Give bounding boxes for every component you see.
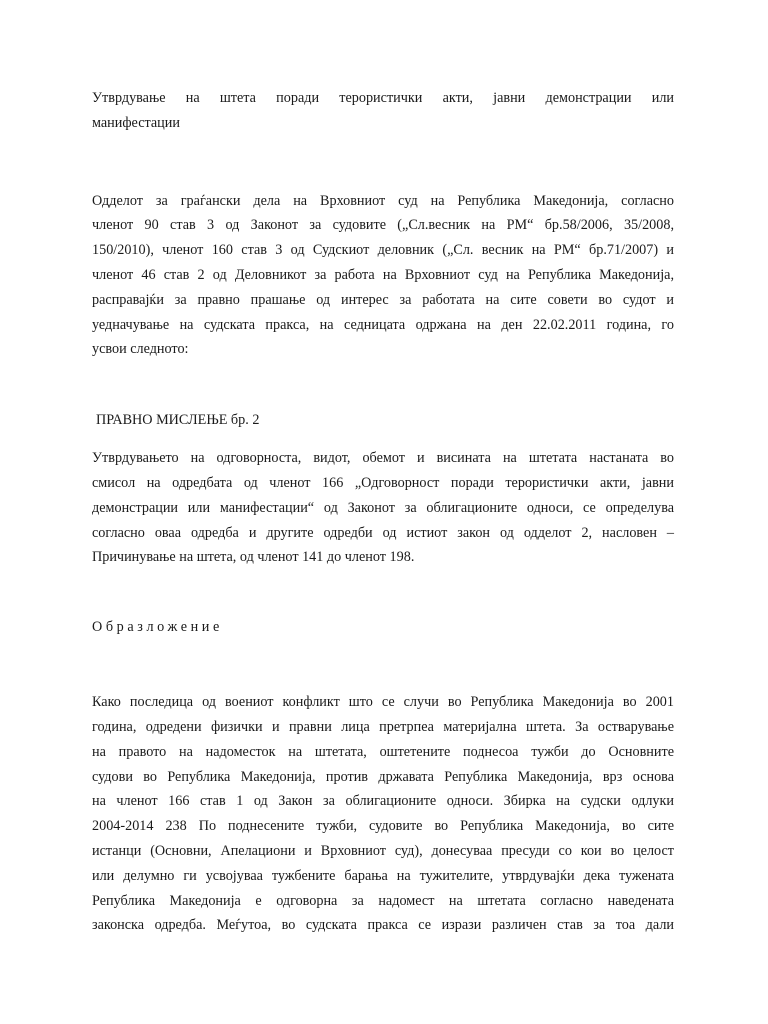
reasoning-line: законска одредба. Меѓутоа, во судската пракса се изрази различен став за тоа дали — [92, 917, 674, 934]
document-page — [92, 86, 674, 938]
opinion-line: смисол на одредбата од членот 166 „Одговорност поради терористички акти, јавни — [92, 474, 674, 491]
opinion-paragraph — [92, 446, 674, 570]
reasoning-line: 2004-2014 238 По поднесените тужби, судовите во Република Македонија, во сите — [92, 818, 674, 835]
document-title — [92, 86, 674, 136]
reasoning-line: Република Македонија е одговорна за надомест на штетата согласно наведената — [92, 892, 674, 909]
intro-line: 150/2010), членот 160 став 3 од Судскиот деловник („Сл. весник на РМ“ бр.71/2007) и — [92, 242, 674, 259]
intro-line: членот 46 став 2 од Деловникот за работа на Врховниот суд на Република Македонија, — [92, 266, 674, 283]
title-line: Утврдување на штета поради терористички акти, јавни демонстрации или — [92, 90, 674, 106]
reasoning-line: или делумно ги усвојуваа тужбените барања на тужителите, утврдувајќи дека тужената — [92, 867, 674, 884]
reasoning-paragraph — [92, 690, 674, 938]
intro-paragraph — [92, 189, 674, 363]
reasoning-line: судови во Република Македонија, против државата Република Македонија, врз основа — [92, 768, 674, 785]
title-line: манифестации — [92, 114, 180, 131]
opinion-heading: ПРАВНО МИСЛЕЊЕ бр. 2 — [96, 412, 260, 429]
intro-line: усвои следното: — [92, 341, 189, 358]
intro-line: уедначување на судската пракса, на седницата одржана на ден 22.02.2011 година, го — [92, 316, 674, 333]
reasoning-line: истанци (Основни, Апелациони и Врховниот суд), донесуваа пресуди со кои во целост — [92, 842, 674, 859]
opinion-line: Причинување на штета, од членот 141 до членот 198. — [92, 549, 415, 566]
intro-line: расправајќи за правно прашање од интерес за работата на сите совети во судот и — [92, 291, 674, 308]
intro-line: членот 90 став 3 од Законот за судовите („Сл.весник на РМ“ бр.58/2006, 35/2008, — [92, 217, 674, 234]
intro-line: Одделот за граѓански дела на Врховниот суд на Република Македонија, согласно — [92, 192, 674, 209]
reasoning-line: на правото на надоместок на штетата, оштетените поднесоа тужби до Основните — [92, 743, 674, 760]
reasoning-line: Како последица од воениот конфликт што се случи во Република Македонија во 2001 — [92, 694, 674, 711]
reasoning-line: на членот 166 став 1 од Закон за облигационите односи. Збирка на судски одлуки — [92, 793, 674, 810]
reasoning-line: година, одредени физички и правни лица претрпеа материјална штета. За остварување — [92, 718, 674, 735]
opinion-line: демонстрации или манифестации“ од Законот за облигационите односи, се определува — [92, 499, 674, 516]
reasoning-heading: Образложение — [92, 619, 223, 636]
opinion-line: согласно оваа одредба и другите одредби од истиот закон од одделот 2, насловен – — [92, 524, 674, 541]
opinion-line: Утврдувањето на одговорноста, видот, обемот и висината на штетата настаната во — [92, 450, 674, 467]
